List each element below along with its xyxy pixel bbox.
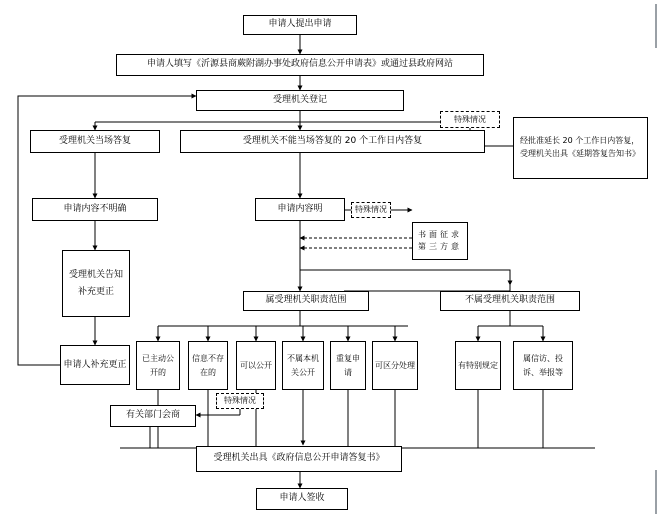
node-special-case-3[interactable]: 特殊情况: [216, 393, 264, 409]
node-notify-supplement[interactable]: 受理机关告知补充更正: [62, 250, 130, 317]
node-can-publish[interactable]: 可以公开: [236, 341, 276, 390]
node-onsite-reply[interactable]: 受理机关当场答复: [30, 130, 160, 153]
node-info-not-exist[interactable]: 信息不存在的: [188, 341, 228, 390]
node-content-clear[interactable]: 申请内容明: [255, 198, 345, 221]
node-fill-application-form[interactable]: 申请人填写《沂源县商蕨附湖办事处政府信息公开申请表》或通过县政府网站: [116, 54, 484, 76]
node-extension-20-days[interactable]: 经批准延长 20 个工作日内答复，受理机关出具《延期答复告知书》: [513, 117, 648, 179]
scroll-tick-top: [655, 4, 657, 48]
node-special-rules[interactable]: 有特别规定: [455, 341, 501, 390]
node-petition-complaint[interactable]: 属信访、投诉、举报等: [513, 341, 573, 390]
node-not-this-agency[interactable]: 不属本机关公开: [282, 341, 324, 390]
node-within-scope[interactable]: 属受理机关职责范围: [243, 291, 369, 311]
node-special-case-1[interactable]: 特殊情况: [440, 111, 500, 128]
node-departments-consultation[interactable]: 有关部门会商: [110, 405, 196, 427]
node-registration[interactable]: 受理机关登记: [196, 90, 404, 111]
node-applicant-submit[interactable]: 申请人提出申请: [243, 15, 357, 35]
node-content-unclear[interactable]: 申请内容不明确: [32, 198, 158, 221]
node-duplicate-request[interactable]: 重复申请: [330, 341, 366, 390]
node-special-case-2[interactable]: 特殊情况: [351, 202, 391, 218]
node-applicant-supplement[interactable]: 申请人补充更正: [60, 345, 130, 385]
node-outside-scope[interactable]: 不属受理机关职责范围: [440, 291, 580, 311]
scroll-tick-bottom: [655, 470, 657, 514]
node-separable-handling[interactable]: 可区分处理: [372, 341, 418, 390]
node-issue-reply-document[interactable]: 受理机关出具《政府信息公开申请答复书》: [196, 446, 402, 472]
node-already-published[interactable]: 已主动公开的: [136, 341, 180, 390]
node-written-third-party-consent[interactable]: 书面征求第三方意: [412, 222, 468, 260]
node-20-working-days-reply[interactable]: 受理机关不能当场答复的 20 个工作日内答复: [180, 130, 485, 153]
node-applicant-receipt[interactable]: 申请人签收: [256, 488, 348, 510]
